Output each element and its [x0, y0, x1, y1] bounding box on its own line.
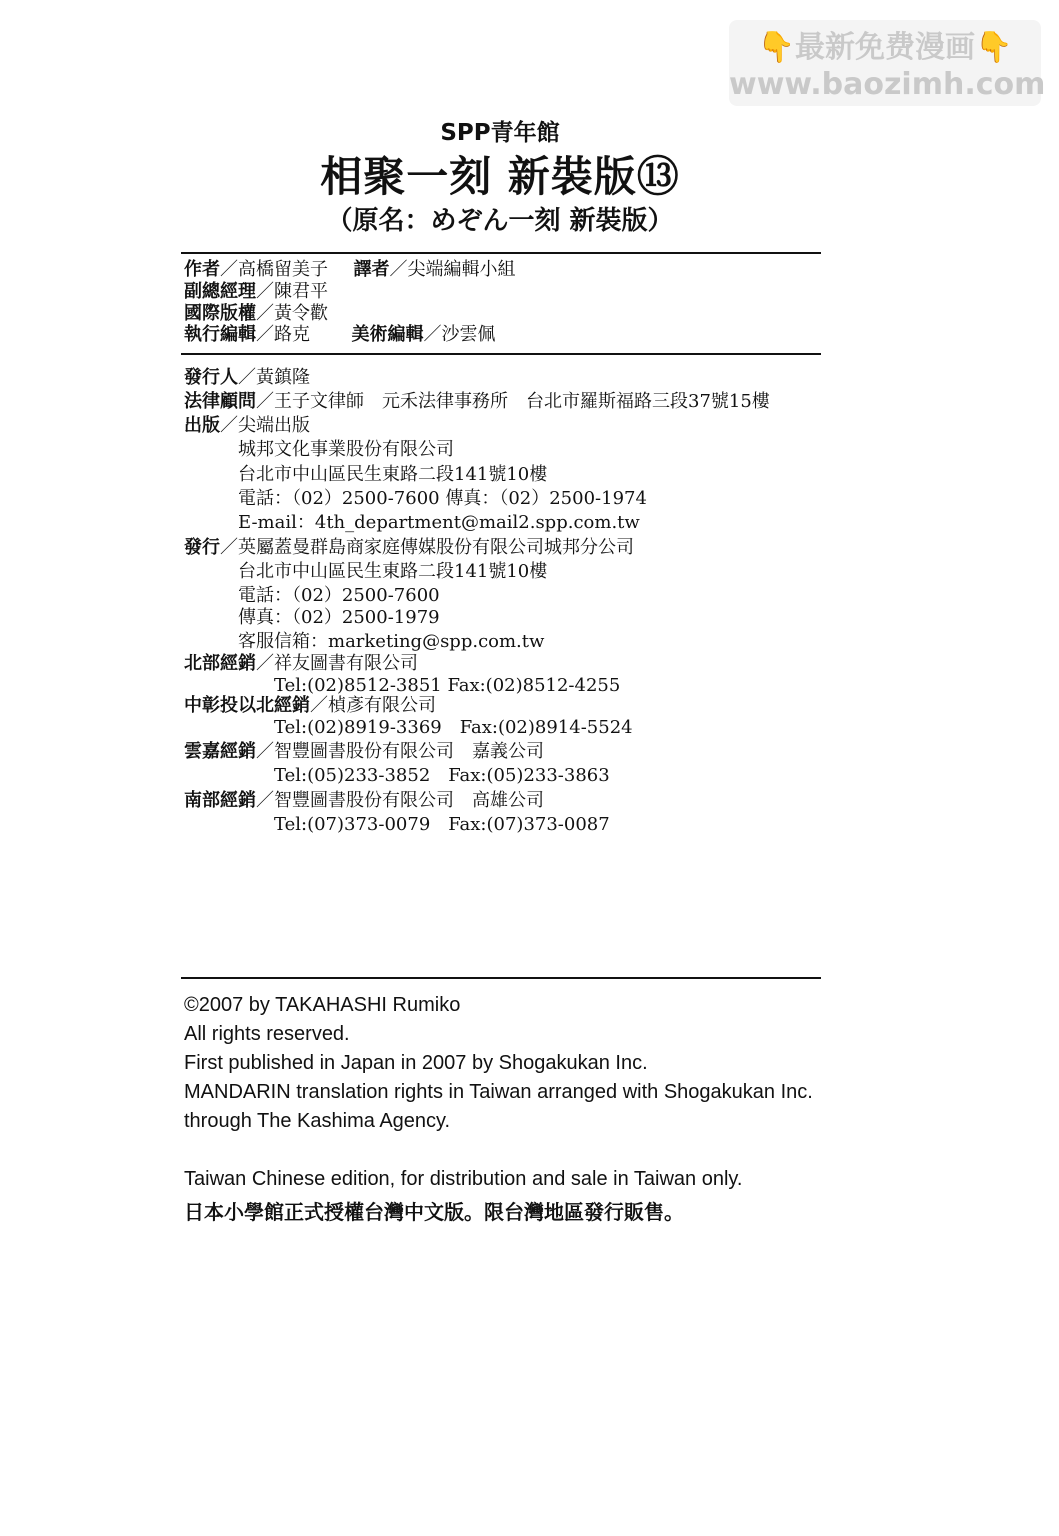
credit-line-gm: [184, 280, 328, 304]
issuer-line: [184, 366, 310, 390]
art-value: ／沙雲佩: [423, 324, 496, 345]
watermark-line1: [729, 28, 1041, 68]
author-value: ／高橋留美子: [220, 259, 328, 280]
credit-line-author: [184, 258, 515, 282]
issuer-label: 發行人: [184, 367, 238, 388]
editor-value: ／路克: [256, 324, 310, 345]
north-tel: Tel:(02)8512-3851 Fax:(02)8512-4255: [274, 675, 621, 696]
editor-label: 執行編輯: [184, 324, 256, 345]
agency-line: through The Kashima Agency.: [184, 1110, 451, 1132]
license-note: 日本小學館正式授權台灣中文版。限台灣地區發行販售。: [184, 1200, 684, 1224]
pub-address: 台北市中山區民生東路二段141號10樓: [238, 464, 548, 485]
credit-line-editor: [184, 323, 495, 347]
watermark-box: [729, 20, 1046, 106]
yunjia-label: 雲嘉經銷: [184, 741, 256, 762]
original-title: （原名：めぞん一刻 新裝版）: [326, 206, 674, 236]
legal-value: ／王子文律師 元禾法律事務所 台北市羅斯福路三段37號15樓: [256, 391, 770, 412]
art-label: 美術編輯: [351, 324, 424, 345]
south-value: ／智豐圖書股份有限公司 高雄公司: [256, 790, 544, 811]
divider: [181, 353, 821, 355]
south-label: 南部經銷: [184, 790, 256, 811]
central-label: 中彰投以北經銷: [184, 695, 310, 716]
pointing-down-icon: 👇: [975, 30, 1013, 65]
rights-value: ／黃令歡: [256, 303, 328, 324]
dist-phone: 電話：（02）2500-7600: [238, 585, 440, 606]
dist-address: 台北市中山區民生東路二段141號10樓: [238, 561, 548, 582]
rights-reserved: All rights reserved.: [184, 1023, 350, 1045]
translator-value: ／尖端編輯小組: [389, 259, 516, 280]
pub-label: 出版: [184, 415, 220, 436]
central-value: ／楨彥有限公司: [310, 695, 436, 716]
gm-value: ／陳君平: [256, 281, 328, 302]
book-title: 相聚一刻 新裝版⑬: [320, 152, 680, 201]
south-line: [184, 789, 544, 813]
pointing-down-icon: 👇: [757, 30, 795, 65]
dist-value: ／英屬蓋曼群島商家庭傳媒股份有限公司城邦分公司: [220, 537, 634, 558]
watermark-url: www.baozimh.com: [729, 67, 1046, 102]
pub-email: E-mail：4th_department@mail2.spp.com.tw: [238, 512, 640, 533]
legal-line: [184, 390, 770, 414]
yunjia-tel: Tel:(05)233-3852 Fax:(05)233-3863: [274, 765, 610, 786]
north-line: [184, 652, 418, 676]
first-published: First published in Japan in 2007 by Shogakukan Inc.: [184, 1052, 648, 1074]
north-label: 北部經銷: [184, 653, 256, 674]
pub-value: ／尖端出版: [220, 415, 310, 436]
yunjia-value: ／智豐圖書股份有限公司 嘉義公司: [256, 741, 544, 762]
central-line: [184, 694, 436, 718]
translation-rights: MANDARIN translation rights in Taiwan arranged with Shogakukan Inc.: [184, 1081, 813, 1103]
central-tel: Tel:(02)8919-3369 Fax:(02)8914-5524: [274, 717, 633, 738]
rights-label: 國際版權: [184, 303, 256, 324]
edition-note: Taiwan Chinese edition, for distribution and sale in Taiwan only.: [184, 1168, 743, 1190]
south-tel: Tel:(07)373-0079 Fax:(07)373-0087: [274, 814, 610, 835]
yunjia-line: [184, 740, 544, 764]
divider: [181, 977, 821, 979]
issuer-value: ／黃鎮隆: [238, 367, 310, 388]
dist-label: 發行: [184, 537, 220, 558]
copyright-line: ©2007 by TAKAHASHI Rumiko: [184, 994, 461, 1016]
dist-fax: 傳真：（02）2500-1979: [238, 607, 440, 628]
gm-label: 副總經理: [184, 281, 256, 302]
legal-label: 法律顧問: [184, 391, 256, 412]
series-name: SPP青年館: [440, 120, 560, 146]
north-value: ／祥友圖書有限公司: [256, 653, 418, 674]
author-label: 作者: [184, 259, 220, 280]
watermark-text: 最新免费漫画: [795, 30, 975, 65]
translator-label: 譯者: [353, 259, 390, 280]
dist-line: [184, 536, 634, 560]
pub-company: 城邦文化事業股份有限公司: [238, 439, 454, 460]
pub-phone: 電話：（02）2500-7600 傳真：（02）2500-1974: [238, 488, 647, 509]
dist-email: 客服信箱：marketing@spp.com.tw: [238, 631, 545, 652]
pub-line: [184, 414, 310, 438]
divider: [181, 252, 821, 254]
